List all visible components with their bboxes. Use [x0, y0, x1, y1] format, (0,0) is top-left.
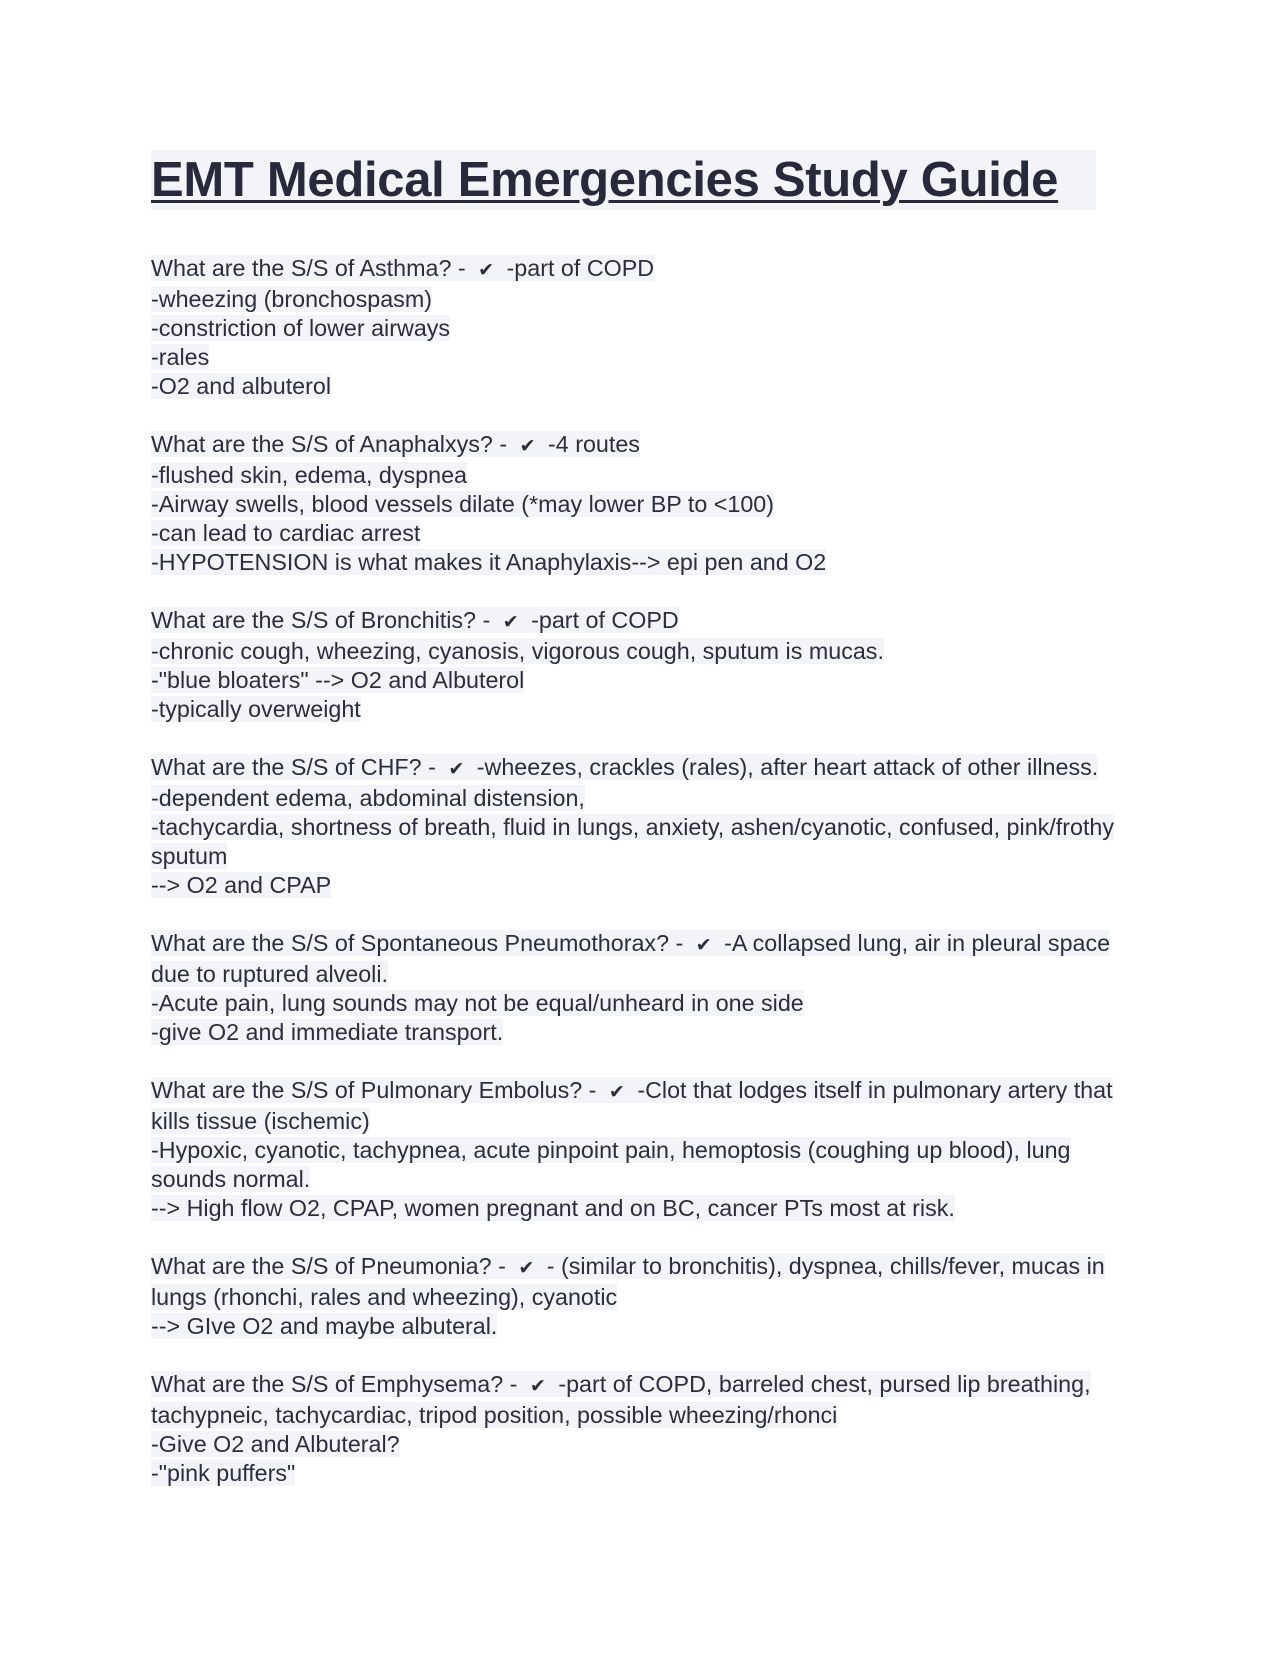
answer-first-text: -part of COPD, barreled chest, pursed lip breathing, tachypneic, tachycardiac, tripod position, possible wheezing/rhonci	[151, 1371, 1091, 1428]
study-entry	[151, 1370, 1131, 1488]
answer-line: -HYPOTENSION is what makes it Anaphylaxis--> epi pen and O2	[151, 549, 827, 575]
question-text: What are the S/S of Pneumonia? -	[151, 1253, 506, 1279]
question-text: What are the S/S of Pulmonary Embolus? -	[151, 1077, 597, 1103]
answer-line: -constriction of lower airways	[151, 315, 451, 341]
question-text: What are the S/S of Bronchitis? -	[151, 607, 491, 633]
answer-line: -Hypoxic, cyanotic, tachypnea, acute pinpoint pain, hemoptosis (coughing up blood), lung sounds normal.	[151, 1137, 1071, 1192]
check-icon: ✔	[529, 1375, 546, 1397]
question-text: What are the S/S of Anaphalxys? -	[151, 431, 508, 457]
answer-line: -wheezing (bronchospasm)	[151, 286, 432, 312]
check-icon: ✔	[478, 259, 495, 281]
entries-list	[151, 254, 1131, 1488]
check-icon: ✔	[608, 1081, 625, 1103]
answer-first-text: -wheezes, crackles (rales), after heart attack of other illness.	[476, 754, 1099, 780]
answer-line: -rales	[151, 344, 210, 370]
entry-first-line	[151, 754, 1098, 780]
answer-first-text: -Clot that lodges itself in pulmonary artery that kills tissue (ischemic)	[151, 1077, 1113, 1134]
check-icon: ✔	[519, 435, 536, 457]
answer-line: --> GIve O2 and maybe albuteral.	[151, 1313, 498, 1339]
answer-first-text: -part of COPD	[506, 255, 655, 281]
entry-first-line	[151, 1077, 1113, 1134]
answer-line: -"pink puffers"	[151, 1460, 296, 1486]
answer-line: -Give O2 and Albuteral?	[151, 1431, 400, 1457]
check-icon: ✔	[448, 758, 465, 780]
question-text: What are the S/S of CHF? -	[151, 754, 436, 780]
answer-line: -Acute pain, lung sounds may not be equal/unheard in one side	[151, 990, 804, 1016]
answer-line: -typically overweight	[151, 696, 361, 722]
answer-line: --> High flow O2, CPAP, women pregnant and on BC, cancer PTs most at risk.	[151, 1195, 955, 1221]
entry-first-line	[151, 255, 654, 281]
question-text: What are the S/S of Emphysema? -	[151, 1371, 518, 1397]
answer-line: --> O2 and CPAP	[151, 872, 332, 898]
study-entry	[151, 254, 1131, 401]
entry-first-line	[151, 1371, 1091, 1428]
study-entry	[151, 753, 1131, 900]
answer-line: -chronic cough, wheezing, cyanosis, vigorous cough, sputum is mucas.	[151, 638, 884, 664]
answer-line: -can lead to cardiac arrest	[151, 520, 421, 546]
answer-first-text: - (similar to bronchitis), dyspnea, chills/fever, mucas in lungs (rhonchi, rales and wheezing), cyanotic	[151, 1253, 1105, 1310]
entry-first-line	[151, 607, 679, 633]
answer-first-text: -A collapsed lung, air in pleural space due to ruptured alveoli.	[151, 930, 1111, 987]
answer-line: -give O2 and immediate transport.	[151, 1019, 504, 1045]
answer-first-text: -part of COPD	[531, 607, 679, 633]
check-icon: ✔	[502, 611, 519, 633]
answer-first-text: -4 routes	[548, 431, 640, 457]
entry-first-line	[151, 1253, 1105, 1310]
answer-line: -tachycardia, shortness of breath, fluid in lungs, anxiety, ashen/cyanotic, confused, pink/frothy sputum	[151, 814, 1115, 869]
study-entry	[151, 430, 1131, 577]
answer-line: -Airway swells, blood vessels dilate (*may lower BP to <100)	[151, 491, 775, 517]
answer-line: -"blue bloaters" --> O2 and Albuterol	[151, 667, 525, 693]
question-text: What are the S/S of Spontaneous Pneumothorax? -	[151, 930, 684, 956]
check-icon: ✔	[695, 934, 712, 956]
document-page	[151, 150, 1131, 1517]
study-entry	[151, 1076, 1131, 1223]
check-icon: ✔	[518, 1257, 535, 1279]
document-title: EMT Medical Emergencies Study Guide	[151, 150, 1096, 210]
study-entry	[151, 929, 1131, 1047]
entry-first-line	[151, 930, 1110, 987]
entry-first-line	[151, 431, 640, 457]
study-entry	[151, 606, 1131, 724]
answer-line: -O2 and albuterol	[151, 373, 332, 399]
answer-line: -dependent edema, abdominal distension,	[151, 785, 585, 811]
study-entry	[151, 1252, 1131, 1341]
answer-line: -flushed skin, edema, dyspnea	[151, 462, 467, 488]
question-text: What are the S/S of Asthma? -	[151, 255, 466, 281]
